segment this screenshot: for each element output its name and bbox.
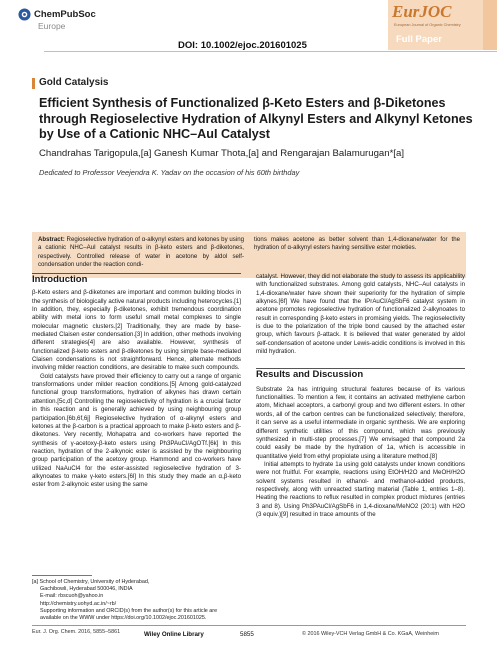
- right-paragraph-1: catalyst. However, they did not elaborate the study to assess its applicability with functionalized substrates. Among gold catalysts, NHC–AuI catalysts in 1,4-dioxane/water have shown their superiority for the hydration of simple alkynes.[6f] We have found that the IPrAuCl/AgSbF6 catalyst system in acetone promotes regioselective hydration of functionalized 2-alkynoates to result in corresponding β-keto esters in promising yields. The regioselectivity is due to the polarization of the triple bond caused by the attached ester group, which favours β-attack. It is believed that water generated by aldol self-condensation of acetone under Lewis-acidic conditions is involved in this mild hydration.: [256, 273, 465, 356]
- page-number: 5855: [240, 631, 254, 638]
- section-accent-bar: [32, 78, 35, 89]
- article-title-text: Efficient Synthesis of Functionalized β-Keto Esters and β-Diketones through Regioselective Hydration of Alkynyl Esters and Alkynyl Ketones by Use of a Cationic NHC–AuI Catalyst: [39, 96, 473, 141]
- results-heading: Results and Discussion: [256, 369, 364, 381]
- doi-link[interactable]: DOI: 10.1002/ejoc.201601025: [178, 40, 307, 51]
- abstract-text-left: Regioselective hydration of α-alkynyl esters and ketones by using a cationic NHC–AuI catalyst results in β-keto esters and β-diketones, respectively. Controlled release of water in acetone by aldol self-condensation under the reaction condi-: [38, 236, 244, 269]
- right-column: [256, 273, 465, 519]
- chempubsoc-icon: [18, 8, 31, 21]
- article-title: [39, 96, 479, 143]
- abstract-text-right: tions makes acetone as better solvent than 1,4-dioxane/water for the hydration of α-alkynyl esters having sensitive ester moieties.: [254, 236, 460, 252]
- author-list: Chandrahas Tarigopula,[a] Ganesh Kumar Thota,[a] and Rengarajan Balamurugan*[a]: [39, 148, 404, 159]
- left-column: [32, 273, 241, 490]
- header-divider: [44, 51, 497, 52]
- footnote-line: Supporting information and ORCID(s) from the author(s) for this article are: [40, 607, 218, 614]
- journal-logo: EurJOC: [392, 2, 452, 21]
- footnote-url[interactable]: http://chemistry.uohyd.ac.in/~rb/: [40, 600, 117, 607]
- abstract-left: [38, 236, 244, 270]
- dedication: Dedicated to Professor Veejendra K. Yadav on the occasion of his 60th birthday: [39, 168, 300, 177]
- footnote-email[interactable]: E-mail: rbscuoh@yahoo.in: [40, 593, 104, 600]
- intro-heading: Introduction: [32, 274, 88, 285]
- results-paragraph-1: Substrate 2a has intriguing structural features because of its various functionalities. To mention a few, it contains an activated methylene carbon atom, Michael acceptors, a carbonyl group and two different esters. In other words, all of the carbon centres can be functionalized selectively; therefore, it can serve as a useful intermediate in organic synthesis. We are exploring different synthetic utilities of this compound, which was previously synthesized in multi-step processes.[7] We envisaged that compound 2a could easily be made by the hydration of 1a, which is accessible in quantitative yield from ethyl propiolate using a literature method.[8]: [256, 385, 465, 460]
- section-label: Gold Catalysis: [39, 77, 109, 88]
- footer-citation: Eur. J. Org. Chem. 2016, 5855–5861: [32, 629, 121, 635]
- footnote-rule: [32, 575, 92, 576]
- footer-divider: [32, 625, 466, 626]
- article-type: Full Paper: [396, 34, 442, 45]
- badge-stripe: [483, 0, 497, 50]
- footnote-line[interactable]: available on the WWW under https://doi.org/10.1002/ejoc.201601025.: [40, 615, 207, 622]
- abstract-label: Abstract:: [38, 236, 65, 243]
- journal-badge: [388, 0, 497, 50]
- intro-paragraph-2: Gold catalysts have proved their efficiency to carry out a range of organic transformations under milder reaction conditions.[5] Among gold-catalyzed functional group transformations, hydration of alkynes has drawn certain attention.[5c,d] Controlling the regioselectivity of hydration is a crucial factor in this reaction and is generally achieved by using neighbouring group participation.[6b,6f,6j] Regioselective hydration of α-alkynyl esters and ketones at the β-carbon is a practical approach to make β-keto esters and β-diketones. Very recently, Mohapatra and co-workers have reported the synthesis of γ-acetoxy-β-keto esters using Ph3PAuCl/AgOTf.[6k] In this reaction, hydration of the 2-alkynoic ester is assisted by the neighbouring group participation of the acetoxy group. Hammond and co-workers have utilized NaAuCl4 for the ester-assisted regioselective hydration of 3-alkynoates to make γ-keto esters.[6l] In this study they made an α,β-keto ester from 2-alkynoic ester using the same: [32, 372, 241, 489]
- journal-subtitle: European Journal of Organic Chemistry: [394, 23, 461, 27]
- affiliation-footnote: [32, 575, 244, 622]
- footnote-line: [a] School of Chemistry, University of Hyderabad,: [32, 579, 150, 585]
- results-paragraph-2: Initial attempts to hydrate 1a using gold catalysts under known conditions were not fruitful. For example, reactions using EtOH/H2O and MeOH/H2O solvent systems resulted in ethanol- and methanol-added products, respectively, along with unreacted starting material (Table 1, entries 1–8). Heating the reactions to reflux resulted in complex product mixtures (entries 3 and 8). Using Ph3PAuCl/AgSbF6 in 1,4-dioxane/MeNO2 (20:1) with H2O (3 equiv.)[9] resulted in trace amounts of the: [256, 460, 465, 518]
- wiley-online-library[interactable]: Wiley Online Library: [144, 631, 204, 638]
- footer-copyright: © 2016 Wiley-VCH Verlag GmbH & Co. KGaA, Weinheim: [302, 631, 439, 637]
- abstract-right: [254, 236, 460, 253]
- publisher-sub: Europe: [38, 21, 66, 31]
- footnote-line: Gachibowli, Hyderabad 500046, INDIA: [40, 586, 133, 593]
- publisher-logo: [18, 8, 96, 31]
- publisher-name: ChemPubSoc: [34, 9, 96, 20]
- intro-paragraph-1: β-Keto esters and β-diketones are important and common building blocks in the synthesis of biologically active natural products including heterocycles.[1] In addition, they, especially β-diketones, exhibit tremendous coordination ability with metal ions to form useful small metal complexes to single molecular magnetic clusters.[2] Traditionally, they are made by base-mediated Claisen ester condensation.[3] In addition, other methods involving different strategies[4] are also available. However, synthesis of functionalized β-keto esters and β-diketones by using simple base-mediated Claisen condensations is not straightforward. Hence, alternate methods involving milder reaction conditions, are desirable to make such compounds.: [32, 289, 241, 372]
- page-header: [0, 0, 497, 50]
- abstract-box: [32, 232, 466, 278]
